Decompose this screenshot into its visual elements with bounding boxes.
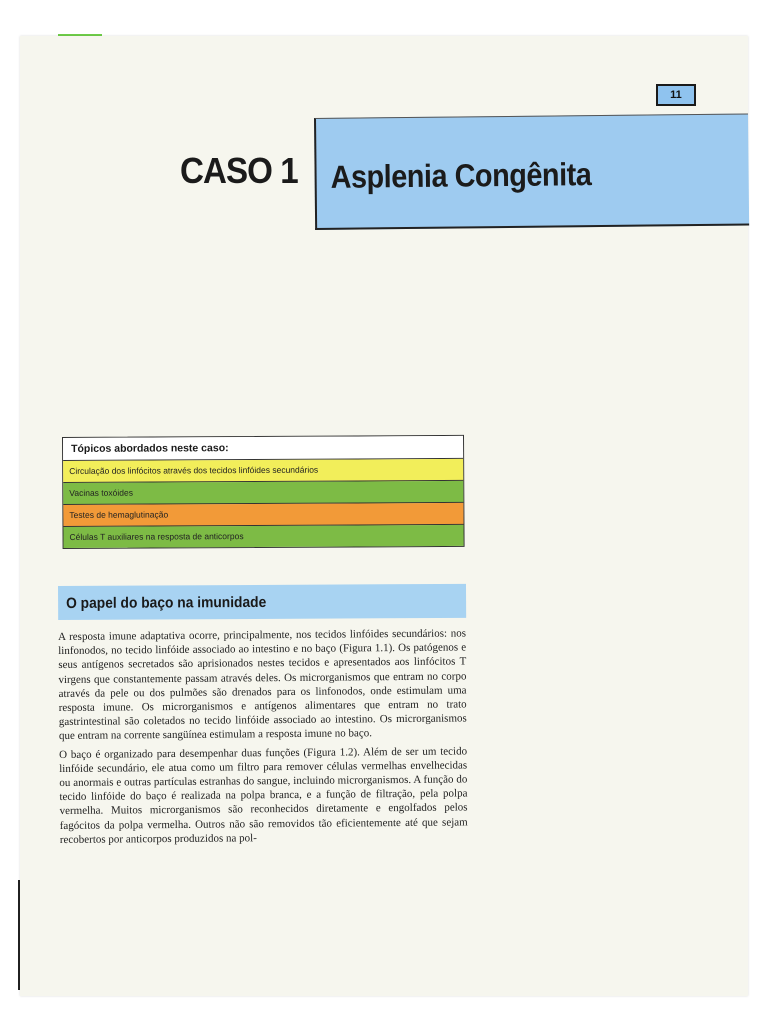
topic-item: Vacinas toxóides: [63, 481, 463, 505]
topics-box: [62, 435, 465, 549]
body-text: [58, 626, 468, 851]
case-title-box: [314, 113, 749, 230]
section-title: O papel do baço na imunidade: [66, 593, 267, 612]
topics-header: Tópicos abordados neste caso:: [63, 436, 463, 461]
section-header-bar: [58, 584, 466, 620]
case-title: Asplenia Congênita: [330, 156, 592, 195]
page-number-box: 11: [656, 84, 696, 106]
paragraph: O baço é organizado para desempenhar duas funções (Figura 1.2). Além de ser um tecido linfóide secundário, ele atua como um filtro para remover células vermelhas envelhecidas ou anormais e outras partículas estranhas do sangue, incluindo microrganismos. A função do tecido linfóide do baço é realizada na polpa branca, e a função de filtração, pela polpa vermelha. Muitos microrganismos são reconhecidos diretamente e engolfados pelos fagócitos da polpa vermelha. Outros não são removidos tão eficientemente até que sejam recobertos por anticorpos produzidos na pol-: [59, 745, 468, 846]
topic-item: Circulação dos linfócitos através dos tecidos linfóides secundários: [63, 459, 463, 483]
paragraph: A resposta imune adaptativa ocorre, principalmente, nos tecidos linfóides secundários: nos linfonodos, no tecido linfóide associado ao intestino e no baço (Figura 1.1). Os patógenos e seus antígenos secretados são aprisionados nestes tecidos e apresentados aos linfócitos T virgens que constantemente passam através deles. Os microrganismos que entram no corpo através da pele ou dos pulmões são drenados para os linfonodos, onde estimulam uma resposta imune. Os microrganismos e antígenos alimentares que entram no trato gastrintestinal são coletados no tecido linfóide associado ao intestino. Os microrganismos que entram na corrente sangüínea estimulam a resposta imune no baço.: [58, 627, 467, 743]
topic-item: Testes de hemaglutinação: [63, 503, 463, 527]
topic-item: Células T auxiliares na resposta de anticorpos: [63, 525, 463, 548]
case-label: CASO 1: [180, 150, 298, 191]
